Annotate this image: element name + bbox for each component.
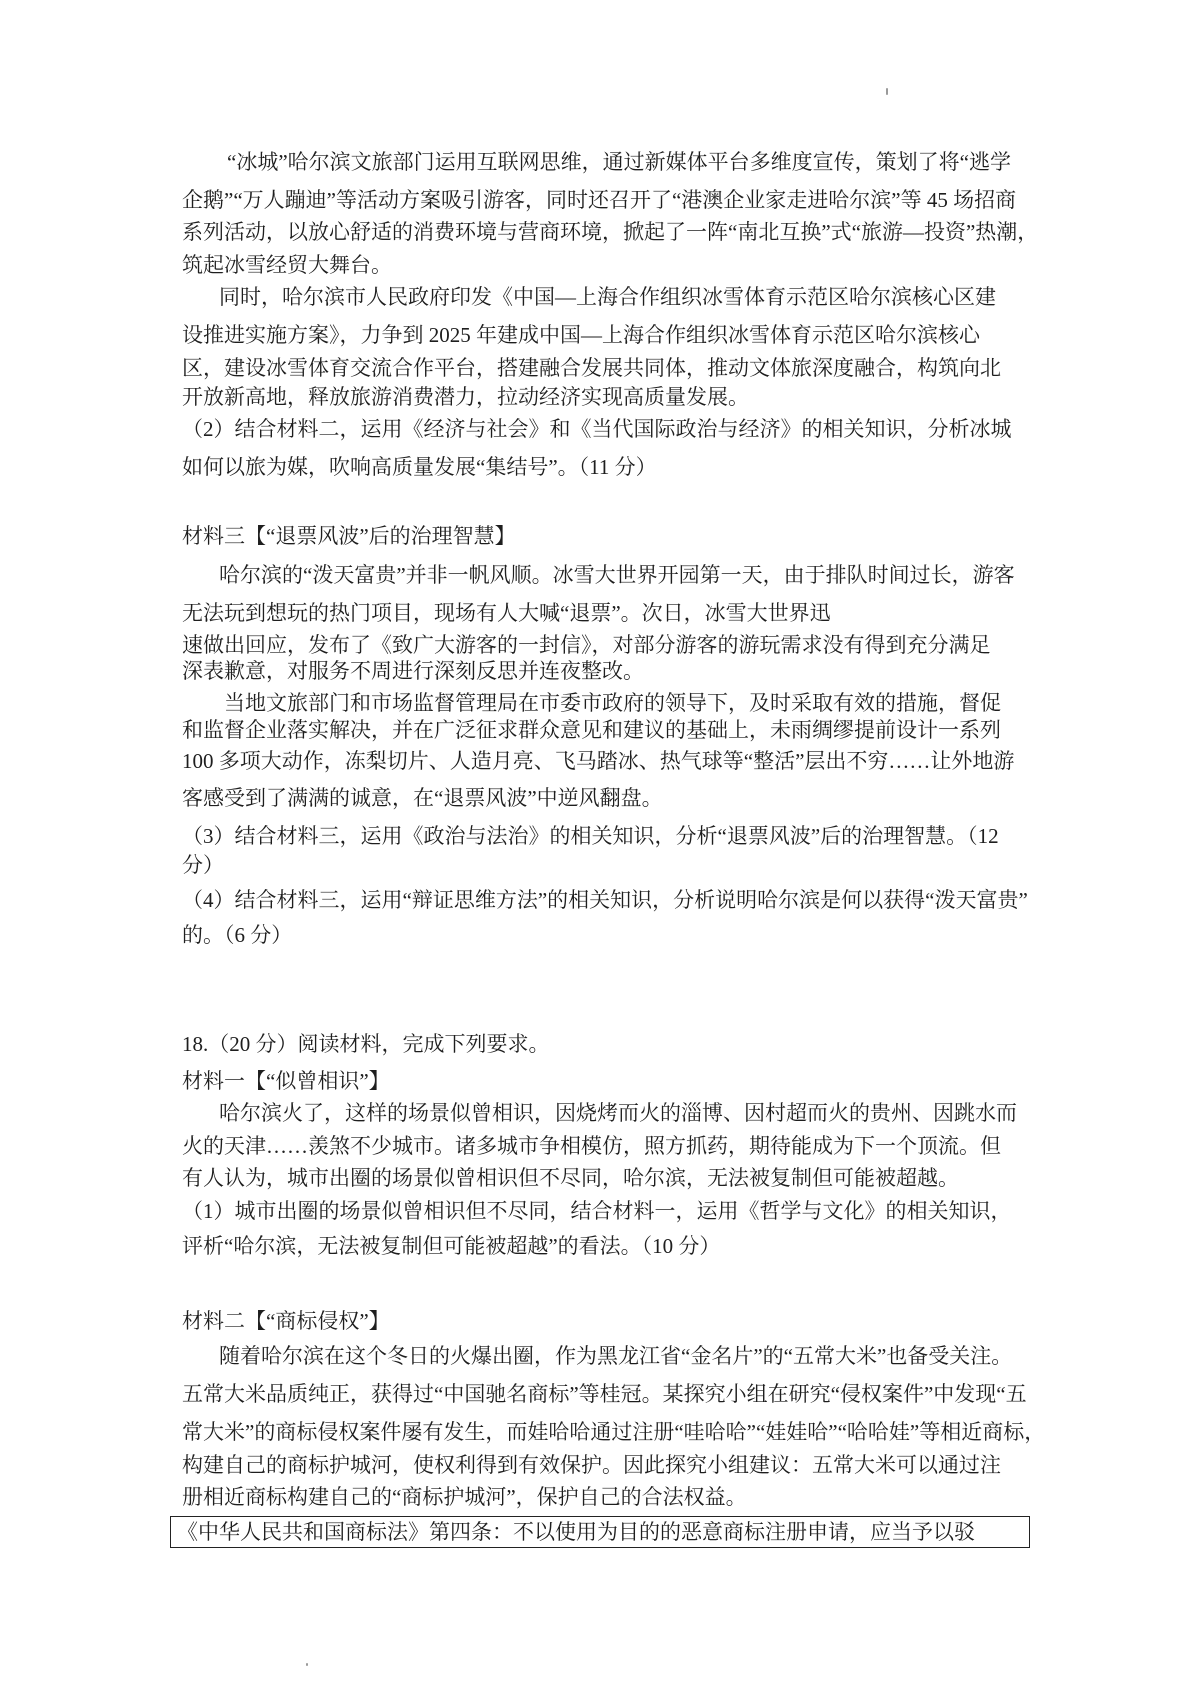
material-3-heading: 材料三【“退票风波”后的治理智慧】 [182, 524, 516, 548]
q18-material-2-heading: 材料二【“商标侵权”】 [182, 1309, 390, 1333]
question-18-header: 18.（20 分）阅读材料，完成下列要求。 [182, 1032, 550, 1056]
scan-speck [886, 88, 888, 95]
q18-material-1-line: 哈尔滨火了，这样的场景似曾相识，因烧烤而火的淄博、因村超而火的贵州、因跳水而 [219, 1101, 1017, 1125]
q18-material-1-heading: 材料一【“似曾相识”】 [182, 1069, 390, 1093]
q18-material-2-line: 册相近商标构建自己的“商标护城河”，保护自己的合法权益。 [182, 1485, 747, 1509]
law-quote-text: 《中华人民共和国商标法》第四条：不以使用为目的的恶意商标注册申请，应当予以驳 [177, 1520, 975, 1544]
scan-speck [306, 1663, 308, 1666]
q18-material-2-line: 五常大米品质纯正，获得过“中国驰名商标”等桂冠。某探究小组在研究“侵权案件”中发现“五 [182, 1382, 1027, 1406]
q18-material-1-line: 有人认为，城市出圈的场景似曾相识但不尽同，哈尔滨，无法被复制但可能被超越。 [182, 1166, 959, 1190]
question-4-line: （4）结合材料三，运用“辩证思维方法”的相关知识，分析说明哈尔滨是何以获得“泼天富贵” [182, 888, 1028, 912]
material-3-para2-line: 客感受到了满满的诚意，在“退票风波”中逆风翻盘。 [182, 786, 663, 810]
material2-para1-line: 筑起冰雪经贸大舞台。 [182, 253, 392, 277]
material2-para2-line: 区，建设冰雪体育交流合作平台，搭建融合发展共同体，推动文体旅深度融合，构筑向北 [182, 356, 1001, 380]
material-3-para1-line: 哈尔滨的“泼天富贵”并非一帆风顺。冰雪大世界开园第一天，由于排队时间过长，游客 [219, 563, 1015, 587]
material2-para2-line: 开放新高地，释放旅游消费潜力，拉动经济实现高质量发展。 [182, 385, 749, 409]
question-3-line: 分） [182, 853, 224, 877]
material-3-para1-line: 速做出回应，发布了《致广大游客的一封信》，对部分游客的游玩需求没有得到充分满足 [182, 633, 991, 657]
material-3-para2-line: 当地文旅部门和市场监督管理局在市委市政府的领导下，及时采取有效的措施，督促 [224, 691, 1001, 715]
question-2-line: 如何以旅为媒，吹响高质量发展“集结号”。（11 分） [182, 455, 657, 479]
q18-sub-question-1-line: （1）城市出圈的场景似曾相识但不尽同，结合材料一，运用《哲学与文化》的相关知识， [182, 1199, 1012, 1223]
law-quote-box [170, 1516, 1030, 1548]
material2-para2-line: 同时，哈尔滨市人民政府印发《中国—上海合作组织冰雪体育示范区哈尔滨核心区建 [219, 285, 996, 309]
q18-sub-question-1-line: 评析“哈尔滨，无法被复制但可能被超越”的看法。（10 分） [182, 1234, 721, 1258]
material-3-para2-line: 100 多项大动作，冻梨切片、人造月亮、飞马踏冰、热气球等“整活”层出不穷……让外地游 [182, 749, 1015, 773]
q18-material-1-line: 火的天津……羡煞不少城市。诸多城市争相模仿，照方抓药，期待能成为下一个顶流。但 [182, 1134, 1001, 1158]
material-3-para2-line: 和监督企业落实解决，并在广泛征求群众意见和建议的基础上，未雨绸缪提前设计一系列 [182, 718, 1001, 742]
question-3-line: （3）结合材料三，运用《政治与法治》的相关知识，分析“退票风波”后的治理智慧。（12 [182, 824, 999, 848]
q18-material-2-line: 构建自己的商标护城河，使权利得到有效保护。因此探究小组建议：五常大米可以通过注 [182, 1453, 1001, 1477]
question-4-line: 的。（6 分） [182, 923, 293, 947]
question-2-line: （2）结合材料二，运用《经济与社会》和《当代国际政治与经济》的相关知识，分析冰城 [182, 417, 1012, 441]
material2-para1-line: 系列活动，以放心舒适的消费环境与营商环境，掀起了一阵“南北互换”式“旅游—投资”热潮， [182, 220, 1039, 244]
q18-material-2-line: 随着哈尔滨在这个冬日的火爆出圈，作为黑龙江省“金名片”的“五常大米”也备受关注。 [219, 1344, 1013, 1368]
material-3-para1-line: 无法玩到想玩的热门项目，现场有人大喊“退票”。次日，冰雪大世界迅 [182, 601, 831, 625]
material2-para1-line: 企鹅”“万人蹦迪”等活动方案吸引游客，同时还召开了“港澳企业家走进哈尔滨”等 45 场招商 [182, 188, 1017, 212]
q18-material-2-line: 常大米”的商标侵权案件屡有发生，而娃哈哈通过注册“哇哈哈”“娃娃哈”“哈哈娃”等相近商标， [182, 1420, 1046, 1444]
material-3-para1-line: 深表歉意，对服务不周进行深刻反思并连夜整改。 [182, 659, 644, 683]
material2-para2-line: 设推进实施方案》，力争到 2025 年建成中国—上海合作组织冰雪体育示范区哈尔滨核心 [182, 323, 980, 347]
material2-para1-line: “冰城”哈尔滨文旅部门运用互联网思维，通过新媒体平台多维度宣传，策划了将“逃学 [227, 150, 1011, 174]
